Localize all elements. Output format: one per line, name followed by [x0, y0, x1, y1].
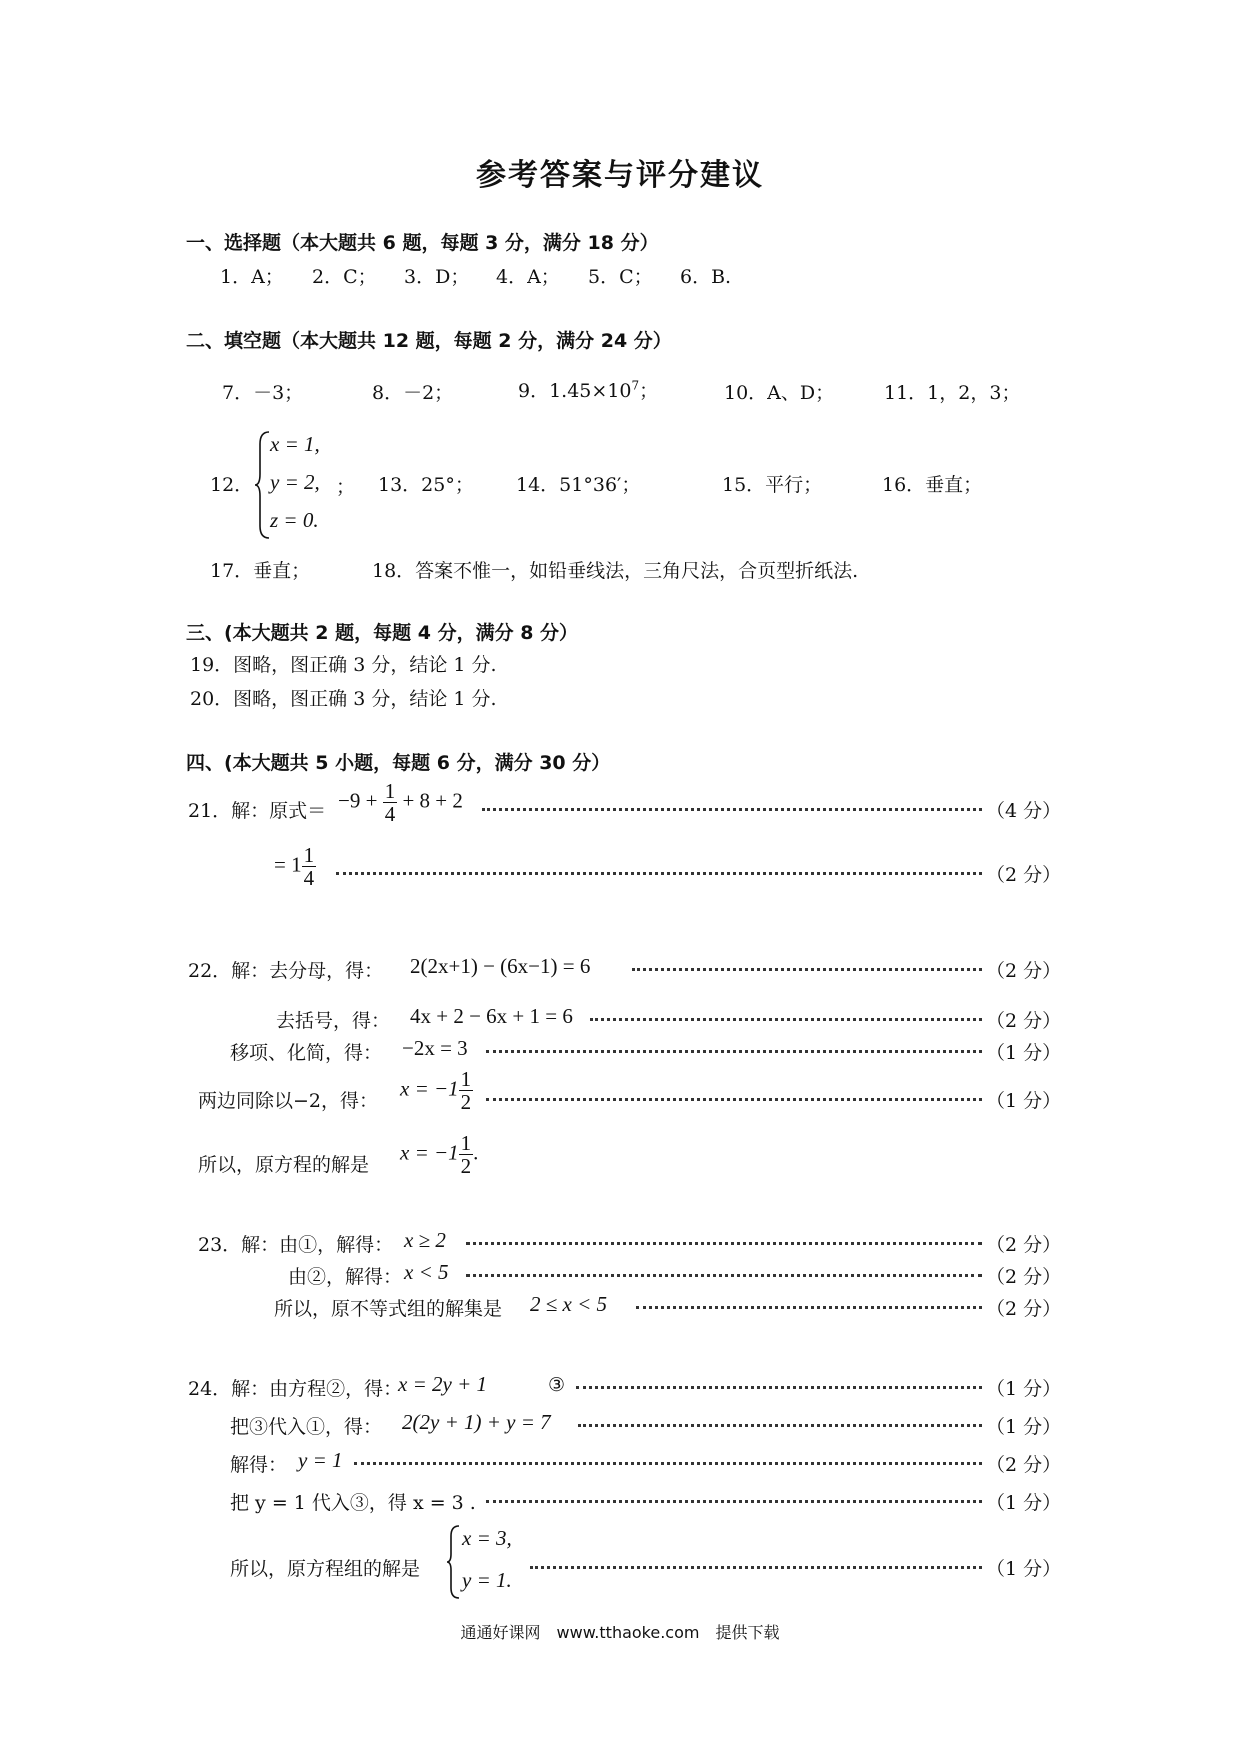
- q22-line1-expr: 2(2x+1) − (6x−1) = 6: [410, 954, 591, 978]
- leader-dots: [578, 1424, 982, 1427]
- answer-q7: 7．－3；: [222, 382, 304, 404]
- q22-line3-expr: −2x = 3: [402, 1036, 468, 1060]
- q24-line1-mark: ③: [548, 1374, 566, 1396]
- q21-score-1: （4 分）: [986, 800, 1062, 822]
- q21-label: 21．解：原式＝: [188, 800, 327, 822]
- q21-result: [274, 844, 316, 889]
- answer-q20: 20．图略，图正确 3 分，结论 1 分.: [190, 688, 497, 710]
- answer-q2: 2．C；: [312, 266, 377, 288]
- q22-line5-fraction: [459, 1132, 474, 1177]
- q24-line4-text: 把 y = 1 代入③，得 x = 3 .: [230, 1492, 476, 1514]
- q24-line1-score: （1 分）: [986, 1378, 1062, 1400]
- q24-line2-expr: 2(2y + 1) + y = 7: [402, 1410, 551, 1434]
- q22-line4-label: 两边同除以−2，得：: [198, 1090, 379, 1112]
- page-title: 参考答案与评分建议: [476, 158, 764, 193]
- q24-line5-score: （1 分）: [986, 1558, 1062, 1580]
- q24-line3-score: （2 分）: [986, 1454, 1062, 1476]
- leader-dots: [530, 1566, 982, 1569]
- q21-result-fraction: [302, 844, 317, 889]
- q22-line2-expr: 4x + 2 − 6x + 1 = 6: [410, 1004, 573, 1028]
- answer-q9: [518, 376, 658, 403]
- section-heading-choice: 一、选择题（本大题共 6 题，每题 3 分，满分 18 分）: [186, 232, 659, 254]
- q21-frac-den: 4: [384, 802, 396, 827]
- q24-line3-label: 解得：: [230, 1454, 288, 1476]
- q21-expression: [338, 780, 463, 825]
- leader-dots: [336, 872, 982, 875]
- q22-line2-label: 去括号，得：: [276, 1010, 391, 1032]
- leader-dots: [354, 1462, 982, 1465]
- q22-line4-expr: [400, 1068, 473, 1113]
- leader-dots: [482, 808, 982, 811]
- answer-q8: 8．－2；: [372, 382, 454, 404]
- leader-dots: [590, 1018, 982, 1021]
- q23-line3-expr: 2 ≤ x < 5: [530, 1292, 608, 1316]
- leader-dots: [486, 1050, 982, 1053]
- left-brace-icon: [446, 1524, 462, 1600]
- answer-q12-line-x: x = 1,: [270, 432, 320, 456]
- q22-line4-num: 1: [460, 1067, 472, 1091]
- q22-line4-score: （1 分）: [986, 1090, 1062, 1112]
- q23-line2-label: 由②，解得：: [288, 1266, 403, 1288]
- q24-line3-expr: y = 1: [298, 1448, 343, 1472]
- q23-line3-label: 所以，原不等式组的解集是: [274, 1298, 503, 1320]
- q22-line5-whole: x = −1: [400, 1140, 459, 1165]
- q23-line1-label: 23．解：由①，解得：: [198, 1234, 394, 1256]
- section-heading-3: 三、(本大题共 2 题，每题 4 分，满分 8 分）: [186, 622, 579, 644]
- q22-line5-num: 1: [460, 1131, 472, 1155]
- q22-line4-den: 2: [460, 1090, 472, 1115]
- answer-q14: 14．51°36′；: [516, 474, 641, 496]
- answer-q3: 3．D；: [404, 266, 470, 288]
- answer-q5: 5．C；: [588, 266, 653, 288]
- answer-q4: 4．A；: [496, 266, 560, 288]
- q22-line3-label: 移项、化简，得：: [230, 1042, 383, 1064]
- footer-credit: 通通好课网 www.tthaoke.com 提供下载: [460, 1623, 780, 1642]
- answer-q9-exponent: 7: [631, 378, 640, 393]
- q21-term-a: −9 +: [338, 788, 378, 813]
- q21-result-num: 1: [303, 843, 315, 867]
- leader-dots: [486, 1500, 982, 1503]
- q24-line2-label: 把③代入①，得：: [230, 1416, 383, 1438]
- q21-result-whole: = 1: [274, 852, 302, 877]
- answer-q9-suffix: ；: [639, 380, 659, 402]
- answer-q10: 10．A、D；: [724, 382, 835, 404]
- leader-dots: [466, 1242, 982, 1245]
- leader-dots: [636, 1306, 982, 1309]
- q23-line1-expr: x ≥ 2: [404, 1228, 446, 1252]
- section-heading-4: 四、(本大题共 5 小题，每题 6 分，满分 30 分）: [186, 752, 611, 774]
- q24-system-y: y = 1.: [462, 1568, 512, 1592]
- leader-dots: [576, 1386, 982, 1389]
- q22-line4-fraction: [459, 1068, 474, 1113]
- leader-dots: [632, 968, 982, 971]
- q24-system-x: x = 3,: [462, 1526, 512, 1550]
- q23-line3-score: （2 分）: [986, 1298, 1062, 1320]
- answer-q12-line-y: y = 2,: [270, 470, 320, 494]
- q22-line5-label: 所以，原方程的解是: [198, 1154, 370, 1176]
- answer-q12-label: 12．: [210, 474, 254, 496]
- q22-line5-expr: [400, 1132, 478, 1177]
- answer-q15: 15．平行；: [722, 474, 823, 496]
- answer-q16: 16．垂直；: [882, 474, 983, 496]
- q24-line1-expr: x = 2y + 1: [398, 1372, 487, 1396]
- q24-line2-score: （1 分）: [986, 1416, 1062, 1438]
- answer-q17: 17．垂直；: [210, 560, 311, 582]
- q24-line5-label: 所以，原方程组的解是: [230, 1558, 421, 1580]
- q21-result-den: 4: [303, 866, 315, 891]
- q22-line1-label: 22．解：去分母，得：: [188, 960, 384, 982]
- q21-term-b: + 8 + 2: [402, 788, 463, 813]
- q21-frac-num: 1: [384, 779, 396, 803]
- answer-q12-line-z: z = 0.: [270, 508, 319, 532]
- answer-q19: 19．图略，图正确 3 分，结论 1 分.: [190, 654, 497, 676]
- answer-q13: 13．25°；: [378, 474, 474, 496]
- answer-q11: 11．1，2，3；: [884, 382, 1021, 404]
- answer-q6: 6．B.: [680, 266, 732, 288]
- q24-line1-label: 24．解：由方程②，得：: [188, 1378, 403, 1400]
- answer-q18: 18．答案不惟一，如铅垂线法，三角尺法，合页型折纸法.: [372, 560, 859, 582]
- q21-fraction: [383, 780, 398, 825]
- leader-dots: [486, 1098, 982, 1101]
- q23-line2-score: （2 分）: [986, 1266, 1062, 1288]
- q22-line4-whole: x = −1: [400, 1076, 459, 1101]
- answer-q12-suffix: ；: [336, 476, 356, 498]
- q22-line1-score: （2 分）: [986, 960, 1062, 982]
- section-heading-fill: 二、填空题（本大题共 12 题，每题 2 分，满分 24 分）: [186, 330, 672, 352]
- q24-line4-score: （1 分）: [986, 1492, 1062, 1514]
- leader-dots: [466, 1274, 982, 1277]
- q23-line1-score: （2 分）: [986, 1234, 1062, 1256]
- q22-line5-den: 2: [460, 1154, 472, 1179]
- q21-score-2: （2 分）: [986, 864, 1062, 886]
- q22-line2-score: （2 分）: [986, 1010, 1062, 1032]
- q23-line2-expr: x < 5: [404, 1260, 449, 1284]
- answer-q1: 1．A；: [220, 266, 284, 288]
- answer-q9-base: 9．1.45×10: [518, 380, 632, 402]
- q22-line5-end: .: [473, 1140, 479, 1165]
- q22-line3-score: （1 分）: [986, 1042, 1062, 1064]
